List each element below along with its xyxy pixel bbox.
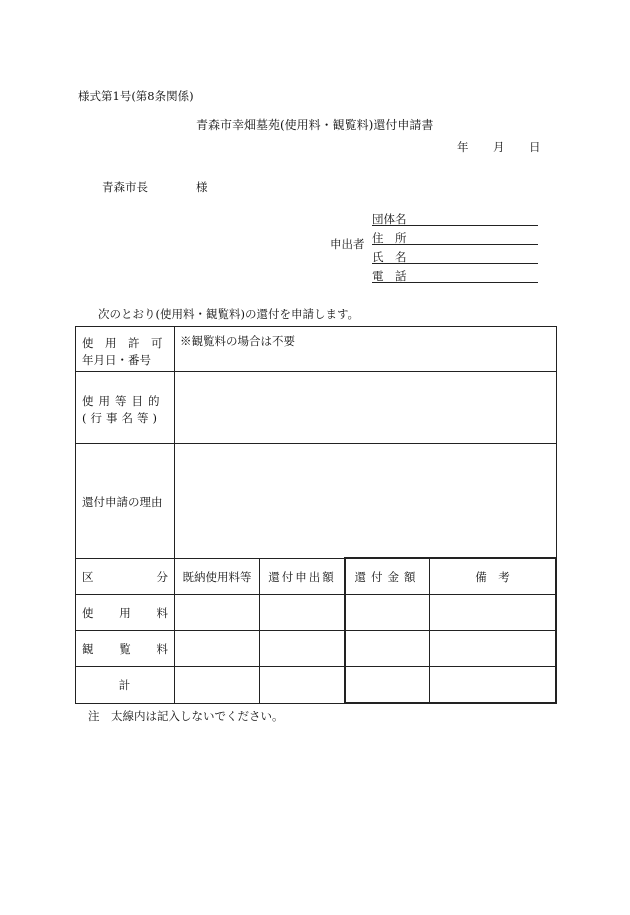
addressee-name: 青森市長 bbox=[102, 180, 148, 194]
header-paid-fee bbox=[175, 559, 259, 594]
header-refund-amount bbox=[346, 559, 429, 594]
total-requested-input[interactable] bbox=[261, 668, 343, 702]
date-month: 月 bbox=[493, 140, 505, 154]
purpose-label-line1: 使用等目的 bbox=[82, 394, 165, 408]
intro-text: 次のとおり(使用料・観覧料)の還付を申請します。 bbox=[98, 307, 360, 321]
viewing-requested-input[interactable] bbox=[261, 632, 343, 665]
applicant-label: 申出者 bbox=[330, 237, 365, 251]
header-remarks bbox=[430, 559, 555, 594]
table-rule bbox=[75, 371, 557, 372]
reason-label: 還付申請の理由 bbox=[82, 495, 163, 509]
permit-note: ※観覧料の場合は不要 bbox=[180, 334, 295, 348]
total-paid-input[interactable] bbox=[176, 668, 258, 702]
row-viewing-fee bbox=[82, 631, 168, 666]
purpose-input[interactable] bbox=[176, 373, 554, 441]
header-paid-fee-text: 既納使用料等 bbox=[182, 569, 252, 584]
date-day: 日 bbox=[529, 140, 541, 154]
row-viewing-fee-label: 観 覧 料 bbox=[82, 641, 168, 656]
purpose-label-line2: (行事名等) bbox=[82, 411, 161, 425]
header-category-text: 区 分 bbox=[82, 569, 168, 584]
header-category bbox=[82, 559, 168, 594]
applicant-field-phone[interactable] bbox=[372, 268, 538, 283]
header-requested-amount bbox=[260, 559, 344, 594]
row-total bbox=[75, 667, 174, 703]
permit-label-line1: 使 用 許 可 bbox=[82, 336, 163, 350]
permit-label-line2: 年月日・番号 bbox=[82, 353, 151, 367]
table-rule bbox=[75, 443, 557, 444]
applicant-field-group-name[interactable] bbox=[372, 211, 538, 226]
field-label: 住 所 bbox=[372, 231, 407, 245]
header-requested-amount-text: 還付申出額 bbox=[268, 569, 336, 584]
row-usage-fee-label: 使 用 料 bbox=[82, 605, 168, 620]
field-label: 氏 名 bbox=[372, 250, 407, 264]
applicant-field-address[interactable] bbox=[372, 230, 538, 245]
field-label: 電 話 bbox=[372, 269, 407, 283]
row-usage-fee bbox=[82, 595, 168, 630]
field-label: 団体名 bbox=[372, 212, 407, 226]
row-total-label: 計 bbox=[118, 678, 131, 692]
applicant-field-name[interactable] bbox=[372, 249, 538, 264]
table-rule bbox=[174, 326, 175, 704]
reason-input[interactable] bbox=[176, 445, 554, 557]
header-refund-amount-text: 還付金額 bbox=[354, 569, 421, 584]
usage-paid-input[interactable] bbox=[176, 596, 258, 629]
viewing-paid-input[interactable] bbox=[176, 632, 258, 665]
permit-input[interactable] bbox=[176, 350, 554, 370]
purpose-label bbox=[82, 393, 168, 427]
footnote: 注 太線内は記入しないでください。 bbox=[88, 709, 284, 723]
date-year: 年 bbox=[457, 140, 469, 154]
document-title: 青森市幸畑墓苑(使用料・観覧料)還付申請書 bbox=[196, 118, 434, 132]
permit-label bbox=[82, 335, 168, 369]
addressee-honorific: 様 bbox=[196, 180, 208, 194]
form-number: 様式第1号(第8条関係) bbox=[78, 89, 194, 103]
usage-requested-input[interactable] bbox=[261, 596, 343, 629]
header-remarks-text: 備 考 bbox=[475, 569, 510, 584]
